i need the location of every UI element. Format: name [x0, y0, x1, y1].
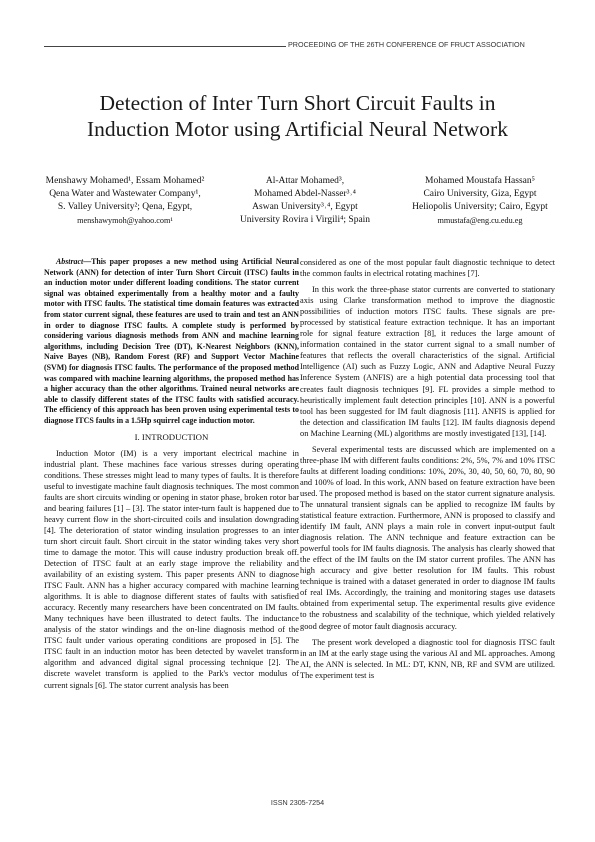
author-affiliation: S. Valley University²; Qena, Egypt,	[57, 202, 193, 212]
author-names: Menshawy Mohamed¹, Essam Mohamed²	[45, 176, 205, 186]
title-line-2: Induction Motor using Artificial Neural Network	[87, 117, 508, 141]
author-affiliation: Qena Water and Wastewater Company¹,	[49, 189, 201, 199]
issn-footer: ISSN 2305-7254	[270, 798, 325, 807]
author-email: mmustafa@eng.cu.edu.eg	[437, 216, 523, 225]
author-email: menshawymoh@yahoo.com¹	[77, 216, 173, 225]
body-paragraph: The present work developed a diagnostic tool for diagnosis ITSC fault in an IM at the early stage using the various AI and ML approaches. Among AI, the ANN is selected. In ML: DT, KNN, NB, RF and SVM are utilized. The experiment test is	[300, 637, 555, 680]
right-column	[300, 257, 555, 686]
author-names: Al-Attar Mohamed³,	[265, 176, 345, 186]
author-affiliation: University Rovira i Virgili⁴; Spain	[239, 215, 371, 225]
title-line-1: Detection of Inter Turn Short Circuit Faults in	[99, 91, 496, 115]
paper-title	[30, 90, 565, 142]
author-block-1	[30, 175, 220, 227]
author-block-2	[220, 175, 390, 227]
body-paragraph: In this work the three-phase stator currents are converted to stationary axis using Clarke transformation method to improve the diagnostic possibilities of induction motors ITSC faults. These signals are pre-processed by statistical feature extraction technique. It has an important role for signal feature extraction [8], it reduces the large amount of information contained in the stator current signal to a small number of features that reflects the overall characteristics of the signal. Artificial Intelligence (AI) such as Fuzzy Logic, ANN and Adaptive Neural Fuzzy Inference System (ANFIS) are a high potential data processing tool that creates fault diagnosis techniques [9]. FL provides a simple method to heuristically implement fault detection principles [10]. ANN is a powerful tool has been suggested for IM fault diagnosis [11]. ANFIS is applied for the detection and classification IM faults [12]. IM faults diagnosis depend on Machine Learning (ML) algorithms are mostly investigated [13], [14].	[300, 285, 555, 438]
author-affiliation: Aswan University³˒⁴, Egypt	[252, 202, 358, 212]
conference-header: PROCEEDING OF THE 26TH CONFERENCE OF FRUCT ASSOCIATION	[288, 40, 525, 49]
header-rule	[44, 46, 286, 47]
author-block-3	[390, 175, 570, 227]
body-paragraph: considered as one of the most popular fault diagnostic technique to detect the common faults in electrical rotating machines [7].	[300, 258, 555, 279]
author-names: Mohamed Moustafa Hassan⁵	[425, 176, 535, 186]
author-affiliation: Cairo University, Giza, Egypt	[423, 189, 537, 199]
section-heading: I. INTRODUCTION	[134, 431, 209, 442]
body-paragraph: Several experimental tests are discussed which are implemented on a three-phase IM with different faults conditions: 2%, 5%, 7% and 10% ITSC faults at different loading conditions: 10%, 20%, 30, 40, 50, 60, 70, 80, 90 and 100% of load. In this work, ANN based on feature extraction have been used. The proposed method is based on the stator current signature analysis. The unnatural transient signals can be applied to recognize IM faults by statistical feature extraction. Furthermore, ANN is proposed to classify and identify IM fault, ANN plays a main role in convert input-output fault diagnosis relation. The ANN technique and feature extraction can be powerful tools for IM faults diagnosis. The analysis has clearly showed that the effect of the IM faults on the IM stator current profiles. The ANN has high accuracy and give better resolution for IM faults. This robust technique is trained with a dataset generated in order to diagnose IM faults of real IMs. Accordingly, the training and monitoring stages use datasets obtained from experimental setup. The experimental results give evidence to the robustness and scalability of the technique, which yielded relatively good degree of motor fault diagnosis accuracy.	[300, 444, 555, 631]
author-affiliation: Heliopolis University; Cairo, Egypt	[412, 202, 548, 212]
abstract-body: —This paper proposes a new method using Artificial Neural Network (ANN) for detection of inter Turn Short Circuit (ITSC) faults in an induction motor under different loading conditions. The stator current signal was obtained experimentally from a healthy motor and a faulty motor with ITSC faults. The statistical time domain features was extracted from stator current signal, these features are used to train and test an ANN in order to diagnose ITSC faults. A complete study is performed by considering various diagnosis methods from ANN and machine learning algorithms, including Decision Tree (DT), K-Nearest Neighbors (KNN), Naive Bayes (NB), Random Forest (RF) and Support Vector Machine (SVM) for diagnosis ITSC faults. The performance of the proposed method was compared with machine learning algorithms, the proposed method has a higher accuracy than the other algorithms. Trained neural networks are able to classify different states of the ITSC faults with satisfied accuracy. The efficiency of this approach has been proven using experimental tests to diagnose ITCS faults in a 1.5Hp squirrel cage induction motor.	[44, 257, 299, 425]
abstract	[44, 257, 299, 427]
author-names: Mohamed Abdel-Nasser³˒⁴	[254, 189, 356, 199]
body-paragraph: Induction Motor (IM) is a very important electrical machine in industrial plant. These machines face various stresses during operating conditions. These stresses might lead to many types of faults. It is therefore useful to investigate machine fault diagnosis techniques. The most common faults are short circuits winding or opening in stator phase, broken rotor bar and bearing failures [1] – [3]. The stator inter-turn fault is happened due to heavy current flow in the short-circuited coils and insulation downgrading [4]. The deterioration of stator winding insulation progresses to an inter turn short circuit fault. Short circuit in the stator winding takes very short time to damage the motor. This will cause industry production break off. Detection of ITSC fault at an early stage improve the reliability and availability of an existing system. This paper presents ANN to diagnose ITSC Fault. ANN has a higher accuracy compared with machine learning algorithms. It is able to diagnose different states of faults with satisfied accuracy. Recently many researchers have been concentrated on IM faults. Many techniques have been illustrated to detect faults. The inductance analysis of the stator windings and the on-line diagnosis method of the ITSC fault under various operating conditions are proposed in [5]. The ITSC fault in an induction motor has been detected by wavelet transform algorithm and advanced digital signal processing technique [2]. The discrete wavelet transform is applied to the Park's vector modulus of current signals [6]. The stator current analysis has been	[44, 448, 299, 690]
abstract-lead: Abstract	[56, 257, 84, 266]
left-column	[44, 257, 299, 696]
